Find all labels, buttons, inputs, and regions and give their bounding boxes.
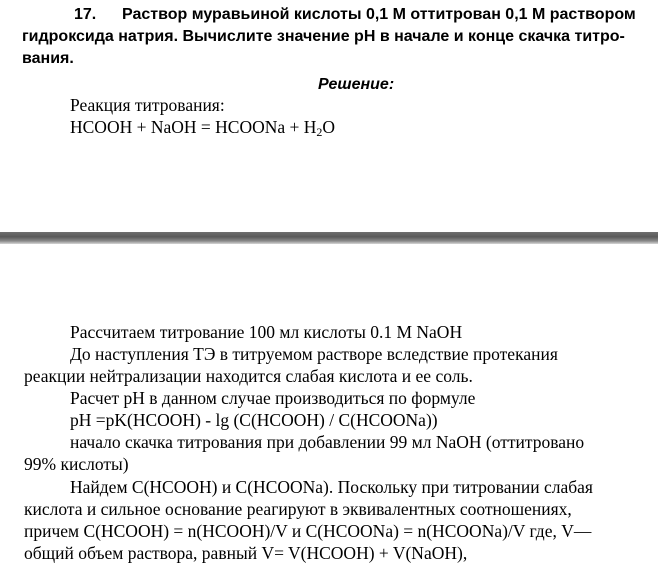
problem-line-2: гидроксида натрия. Вычислите значение рН в начале и конце скачка титро- bbox=[22, 28, 625, 45]
body-line-5: pH =pK(HCOOH) - lg (C(HCOOH) / C(HCOONa)) bbox=[70, 410, 438, 430]
body-line-7: 99% кислоты) bbox=[24, 454, 129, 474]
equation-subscript: 2 bbox=[316, 125, 323, 139]
body-line-6: начало скачка титрования при добавлении 99 мл NaOH (оттитровано bbox=[70, 432, 585, 452]
solution-colon: : bbox=[388, 76, 395, 93]
equation-main: НСООН + NaOH = HCOONa + H bbox=[70, 117, 317, 137]
reaction-intro: Реакция титрования: bbox=[70, 95, 225, 115]
body-line-1: Рассчитаем титрование 100 мл кислоты 0.1 М NaOH bbox=[70, 322, 463, 342]
problem-number: 17. bbox=[74, 6, 97, 23]
reaction-equation bbox=[70, 116, 335, 143]
body-line-9: кислота и сильное основание реагируют в эквивалентных соотношениях, bbox=[24, 499, 572, 519]
body-line-4: Расчет рН в данном случае производиться по формуле bbox=[70, 388, 476, 408]
body-line-11: общий объем раствора, равный V= V(HCOOH) + V(NaOH), bbox=[24, 543, 468, 563]
solution-label: Решение bbox=[318, 76, 389, 93]
page-divider bbox=[0, 232, 658, 244]
body-line-8: Найдем C(HCOOH) и C(HCOONa). Поскольку при титровании слабая bbox=[70, 477, 593, 497]
solution-heading bbox=[318, 74, 394, 96]
body-line-3: реакции нейтрализации находится слабая кислота и ее соль. bbox=[24, 366, 473, 386]
problem-line-3: вания. bbox=[22, 50, 74, 67]
problem-line-1-text: Раствор муравьиной кислоты 0,1 М оттитрован 0,1 М раствором bbox=[122, 6, 636, 23]
body-line-10: причем C(HCOOH) = n(HCOOH)/V и C(HCOONa) = n(HCOONa)/V где, V— bbox=[24, 521, 592, 541]
equation-tail: O bbox=[322, 117, 336, 137]
problem-line-1 bbox=[74, 4, 96, 26]
body-line-2: До наступления ТЭ в титруемом растворе вследствие протекания bbox=[70, 344, 558, 364]
